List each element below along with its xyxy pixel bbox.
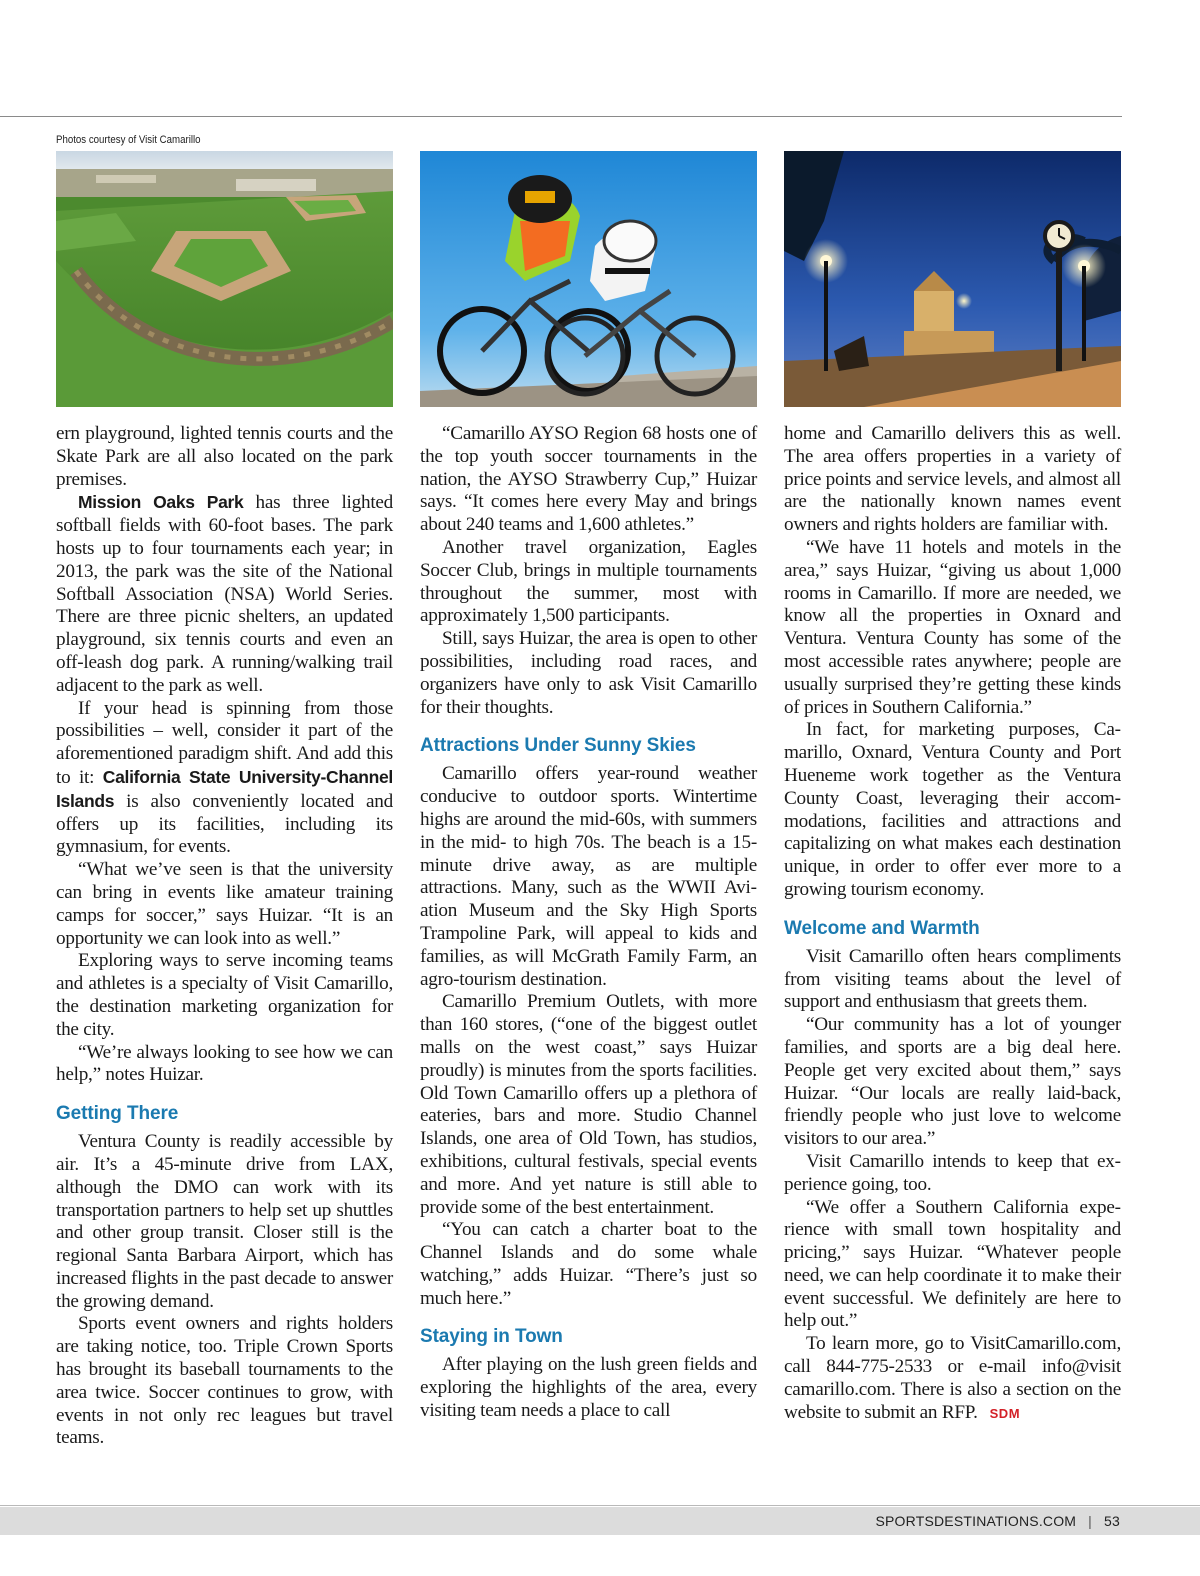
old-town-night-clock-photo bbox=[784, 151, 1121, 407]
baseball-field-aerial-photo bbox=[56, 151, 393, 407]
section-heading-welcome: Welcome and Warmth bbox=[784, 917, 980, 939]
paragraph: ern playground, lighted tennis courts and the Skate Park are all also located on the park premises. bbox=[56, 423, 393, 490]
paragraph: Visit Camarillo intends to keep that experience going, too. bbox=[784, 1150, 1121, 1195]
paragraph: Sports event owners and rights holders are taking notice, too. Triple Crown Sports has brought its baseball tournaments to the area twice. Soccer continues to grow, with events in not only rec leagues but travel teams. bbox=[56, 1313, 393, 1449]
paragraph: Mission Oaks Park has three lighted softball fields with 60-foot bases. The park hosts up to four tournaments each year; in 2013, the park was the site of the National Softball Association (NSA) World Series. There are three picnic shelters, an updated playground, six tennis courts and even an off-leash dog park. A running/walking trail adjacent to the park as well. bbox=[56, 492, 394, 696]
paragraph: Still, says Huizar, the area is open to other possibilities, including road races, and organizers have only to ask Visit Camarillo for their thoughts. bbox=[420, 628, 757, 718]
photo-credit: Photos courtesy of Visit Camarillo bbox=[56, 134, 201, 146]
bmx-riders-photo bbox=[420, 151, 757, 407]
top-rule bbox=[0, 116, 1122, 117]
sdm-end-mark: SDM bbox=[989, 1405, 1021, 1421]
paragraph: Visit Camarillo often hears compliments from visiting teams about the level of support and enthusiasm that greets them. bbox=[784, 945, 1121, 1013]
footer bbox=[875, 1513, 1120, 1529]
paragraph: Ventura County is readily accessible by air. It’s a 45-minute drive from LAX, although the DMO can work with its transportation partners to help set up shuttles and other group transit. Closer still is the regional Santa Barbara Airport, which has increased flights in the past decade to answer the growing demand. bbox=[56, 1131, 393, 1312]
paragraph: In fact, for marketing purposes, Camarillo, Oxnard, Ventura County and Port Hueneme work together as the Ventura County Coast, leveraging their accommodations, facilities and attractions and capitalizing on what makes each destination unique, in order to offer ever more to a growing tourism economy. bbox=[784, 719, 1121, 900]
paragraph: If your head is spinning from those possibilities – well, consider it part of the aforementioned paradigm shift. And add this to it: California State University-Channel Islands is also conveniently located and offers up its facilities, including its gymnasium, for events. bbox=[56, 697, 393, 858]
paragraph: home and Camarillo delivers this as well. The area offers properties in a variety of price points and service levels, and almost all are the nationally known names event owners and rights holders are familiar with. bbox=[784, 423, 1121, 536]
paragraph: To learn more, go to VisitCamarillo.com, call 844-775-2533 or e-mail info@visit camarillo.com. There is also a section on the website to submit an RFP. SDM bbox=[784, 1333, 1121, 1423]
page-number: 53 bbox=[1104, 1513, 1120, 1529]
section-heading-getting-there: Getting There bbox=[56, 1103, 179, 1125]
venue-name-mission-oaks: Mission Oaks Park bbox=[78, 492, 244, 513]
column-2 bbox=[420, 423, 757, 1423]
column-3 bbox=[784, 423, 1121, 1425]
paragraph: “What we’ve seen is that the university can bring in events like amateur training camps for soccer,” says Huizar. “It is an opportunity we can look into as well.” bbox=[56, 859, 393, 949]
paragraph: Camarillo offers year-round weather conducive to outdoor sports. Wintertime highs are around the mid-60s, with summers in the mid- to high 70s. The beach is a 15-minute drive away, as are multiple attractions. Many, such as the WWII Aviation Museum and the Sky High Sports Trampoline Park, will appeal to kids and families, as will McGrath Family Farm, an agro-tourism destination. bbox=[420, 763, 757, 990]
section-heading-staying-in-town: Staying in Town bbox=[420, 1326, 563, 1348]
paragraph: After playing on the lush green fields and exploring the highlights of the area, every visiting team needs a place to call bbox=[420, 1354, 757, 1422]
footer-site-url: SPORTSDESTINATIONS.COM bbox=[875, 1513, 1077, 1529]
section-heading-attractions: Attractions Under Sunny Skies bbox=[420, 735, 696, 757]
footer-rule bbox=[0, 1505, 1200, 1506]
paragraph: “We’re always looking to see how we can help,” notes Huizar. bbox=[56, 1041, 393, 1086]
paragraph: “You can catch a charter boat to the Channel Islands and do some whale watching,” adds Huizar. “There’s just so much here.” bbox=[420, 1219, 757, 1309]
paragraph: “We offer a Southern California experience with small town hospitality and pricing,” says Huizar. “Whatever people need, we can help coordinate it to make their event successful. We definitely are here to help out.” bbox=[784, 1196, 1121, 1332]
paragraph: “We have 11 hotels and motels in the area,” says Huizar, “giving us about 1,000 rooms in Camarillo. If more are needed, we know all the properties in Oxnard and Ventura. Ventura County has some of the most accessible rates anywhere; people are usually surprised they’re getting these kinds of prices in Southern California.” bbox=[784, 536, 1121, 718]
paragraph: “Camarillo AYSO Region 68 hosts one of the top youth soccer tournaments in the nation, the AYSO Strawberry Cup,” Huizar says. “It comes here every May and brings about 240 teams and 1,600 athletes.” bbox=[420, 423, 757, 536]
paragraph: Another travel organization, Eagles Soccer Club, brings in multiple tournaments throughout the summer, most with approximately 1,500 participants. bbox=[420, 536, 757, 627]
footer-separator: | bbox=[1088, 1513, 1093, 1529]
paragraph: “Our community has a lot of younger families, and sports are a big deal here. People get very excited about them,” says Huizar. “Our locals are really laid-back, friendly people who just love to welcome visitors to our area.” bbox=[784, 1014, 1121, 1150]
paragraph: Exploring ways to serve incoming teams and athletes is a specialty of Visit Camarillo, the destination marketing organization for the city. bbox=[56, 950, 393, 1040]
venue-name-csu-ci: California State University-Channel Islands bbox=[56, 766, 393, 811]
column-1 bbox=[56, 423, 393, 1450]
paragraph: Camarillo Premium Outlets, with more than 160 stores, (“one of the biggest outlet malls on the west coast,” says Huizar proudly) is minutes from the sports facilities. Old Town Camarillo offers up a plethora of eateries, bars and more. Studio Channel Islands, one area of Old Town, has studios, exhibitions, cultural festivals, special events and more. And yet nature is still able to provide some of the best entertainment. bbox=[420, 991, 757, 1218]
